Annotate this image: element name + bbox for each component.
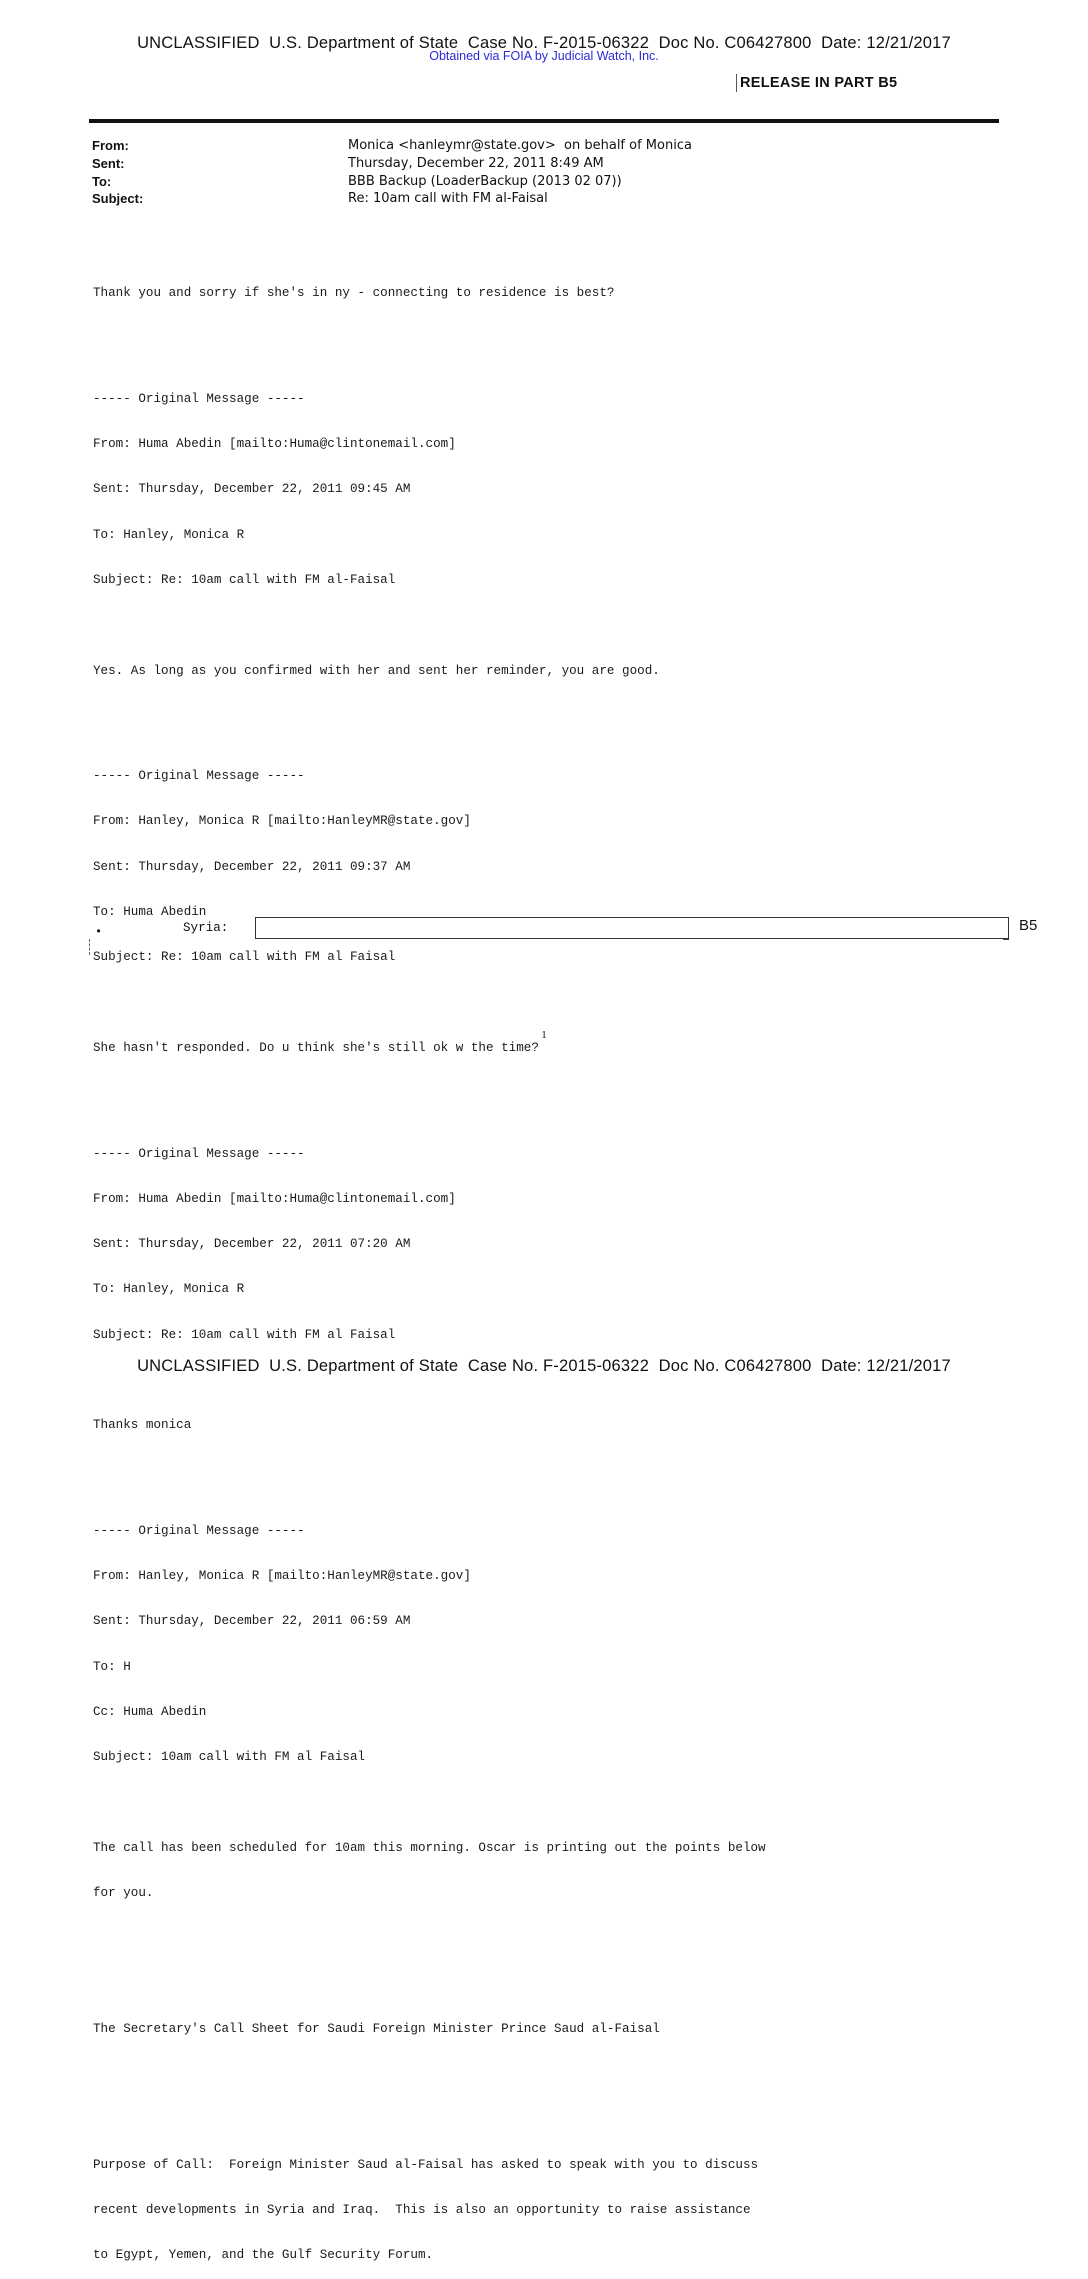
original-message-divider: ----- Original Message ----- <box>93 769 305 784</box>
redaction-edge-mark-right <box>1003 939 1009 940</box>
purpose-line-2: recent developments in Syria and Iraq. This is also an opportunity to raise assistance <box>93 2203 751 2218</box>
classification-banner-top: UNCLASSIFIED U.S. Department of State Case No. F-2015-06322 Doc No. C06427800 Date: 12/21/2017 <box>137 34 951 52</box>
classification-banner-bottom: UNCLASSIFIED U.S. Department of State Case No. F-2015-06322 Doc No. C06427800 Date: 12/21/2017 <box>137 1357 951 1375</box>
msg1-to: To: Hanley, Monica R <box>93 527 245 542</box>
foia-note: Obtained via FOIA by Judicial Watch, Inc. <box>429 49 659 63</box>
redaction-code: B5 <box>1019 917 1038 934</box>
msg1-subject: Subject: Re: 10am call with FM al-Faisal <box>93 572 396 587</box>
purpose-line-1: Purpose of Call: Foreign Minister Saud al-Faisal has asked to speak with you to discuss <box>93 2157 759 2172</box>
syria-redaction-row <box>89 917 1049 957</box>
page-number: 1 <box>541 1029 547 1041</box>
msg4-to: To: H <box>93 1659 131 1674</box>
subject-value: Re: 10am call with FM al-Faisal <box>348 191 548 206</box>
from-label: From: <box>92 138 129 153</box>
msg1-from: From: Huma Abedin [mailto:Huma@clintonemail.com] <box>93 437 456 452</box>
msg3-text: Thanks monica <box>93 1418 192 1433</box>
msg4-subject: Subject: 10am call with FM al Faisal <box>93 1750 366 1765</box>
bullet-icon: • <box>95 925 103 939</box>
sent-value: Thursday, December 22, 2011 8:49 AM <box>348 156 604 171</box>
msg3-subject: Subject: Re: 10am call with FM al Faisal <box>93 1327 396 1342</box>
from-value: Monica <hanleymr@state.gov> on behalf of Monica <box>348 138 692 153</box>
redaction-box <box>255 917 1009 939</box>
subject-label: Subject: <box>92 191 144 206</box>
to-value: BBB Backup (LoaderBackup (2013 02 07)) <box>348 174 622 189</box>
to-label: To: <box>92 174 112 189</box>
original-message-divider: ----- Original Message ----- <box>93 1146 305 1161</box>
syria-label: Syria: <box>183 921 229 935</box>
call-sheet-title: The Secretary's Call Sheet for Saudi Foreign Minister Prince Saud al-Faisal <box>93 2021 660 2036</box>
msg2-to: To: Huma Abedin <box>93 905 207 920</box>
msg2-subject: Subject: Re: 10am call with FM al Faisal <box>93 950 396 965</box>
msg3-to: To: Hanley, Monica R <box>93 1282 245 1297</box>
original-message-divider: ----- Original Message ----- <box>93 391 305 406</box>
redaction-edge-mark <box>89 939 91 955</box>
msg2-from: From: Hanley, Monica R [mailto:HanleyMR@state.gov] <box>93 814 471 829</box>
original-message-divider: ----- Original Message ----- <box>93 1523 305 1538</box>
msg4-text-line-1: The call has been scheduled for 10am this morning. Oscar is printing out the points below <box>93 1840 766 1855</box>
msg1-sent: Sent: Thursday, December 22, 2011 09:45 AM <box>93 482 411 497</box>
msg4-text-line-2: for you. <box>93 1886 154 1901</box>
msg2-text: She hasn't responded. Do u think she's still ok w the time? <box>93 1040 539 1055</box>
purpose-line-3: to Egypt, Yemen, and the Gulf Security Forum. <box>93 2248 434 2263</box>
release-status: RELEASE IN PART B5 <box>736 74 897 92</box>
msg1-text: Yes. As long as you confirmed with her and sent her reminder, you are good. <box>93 663 660 678</box>
header-rule <box>89 119 999 123</box>
msg4-cc: Cc: Huma Abedin <box>93 1705 207 1719</box>
sent-label: Sent: <box>92 156 125 171</box>
msg4-sent: Sent: Thursday, December 22, 2011 06:59 AM <box>93 1614 411 1629</box>
msg3-from: From: Huma Abedin [mailto:Huma@clintonemail.com] <box>93 1191 456 1206</box>
email-body <box>93 256 998 2279</box>
msg2-sent: Sent: Thursday, December 22, 2011 09:37 AM <box>93 859 411 874</box>
msg4-from: From: Hanley, Monica R [mailto:HanleyMR@state.gov] <box>93 1569 471 1584</box>
msg3-sent: Sent: Thursday, December 22, 2011 07:20 AM <box>93 1237 411 1252</box>
reply-text: Thank you and sorry if she's in ny - connecting to residence is best? <box>93 286 615 301</box>
